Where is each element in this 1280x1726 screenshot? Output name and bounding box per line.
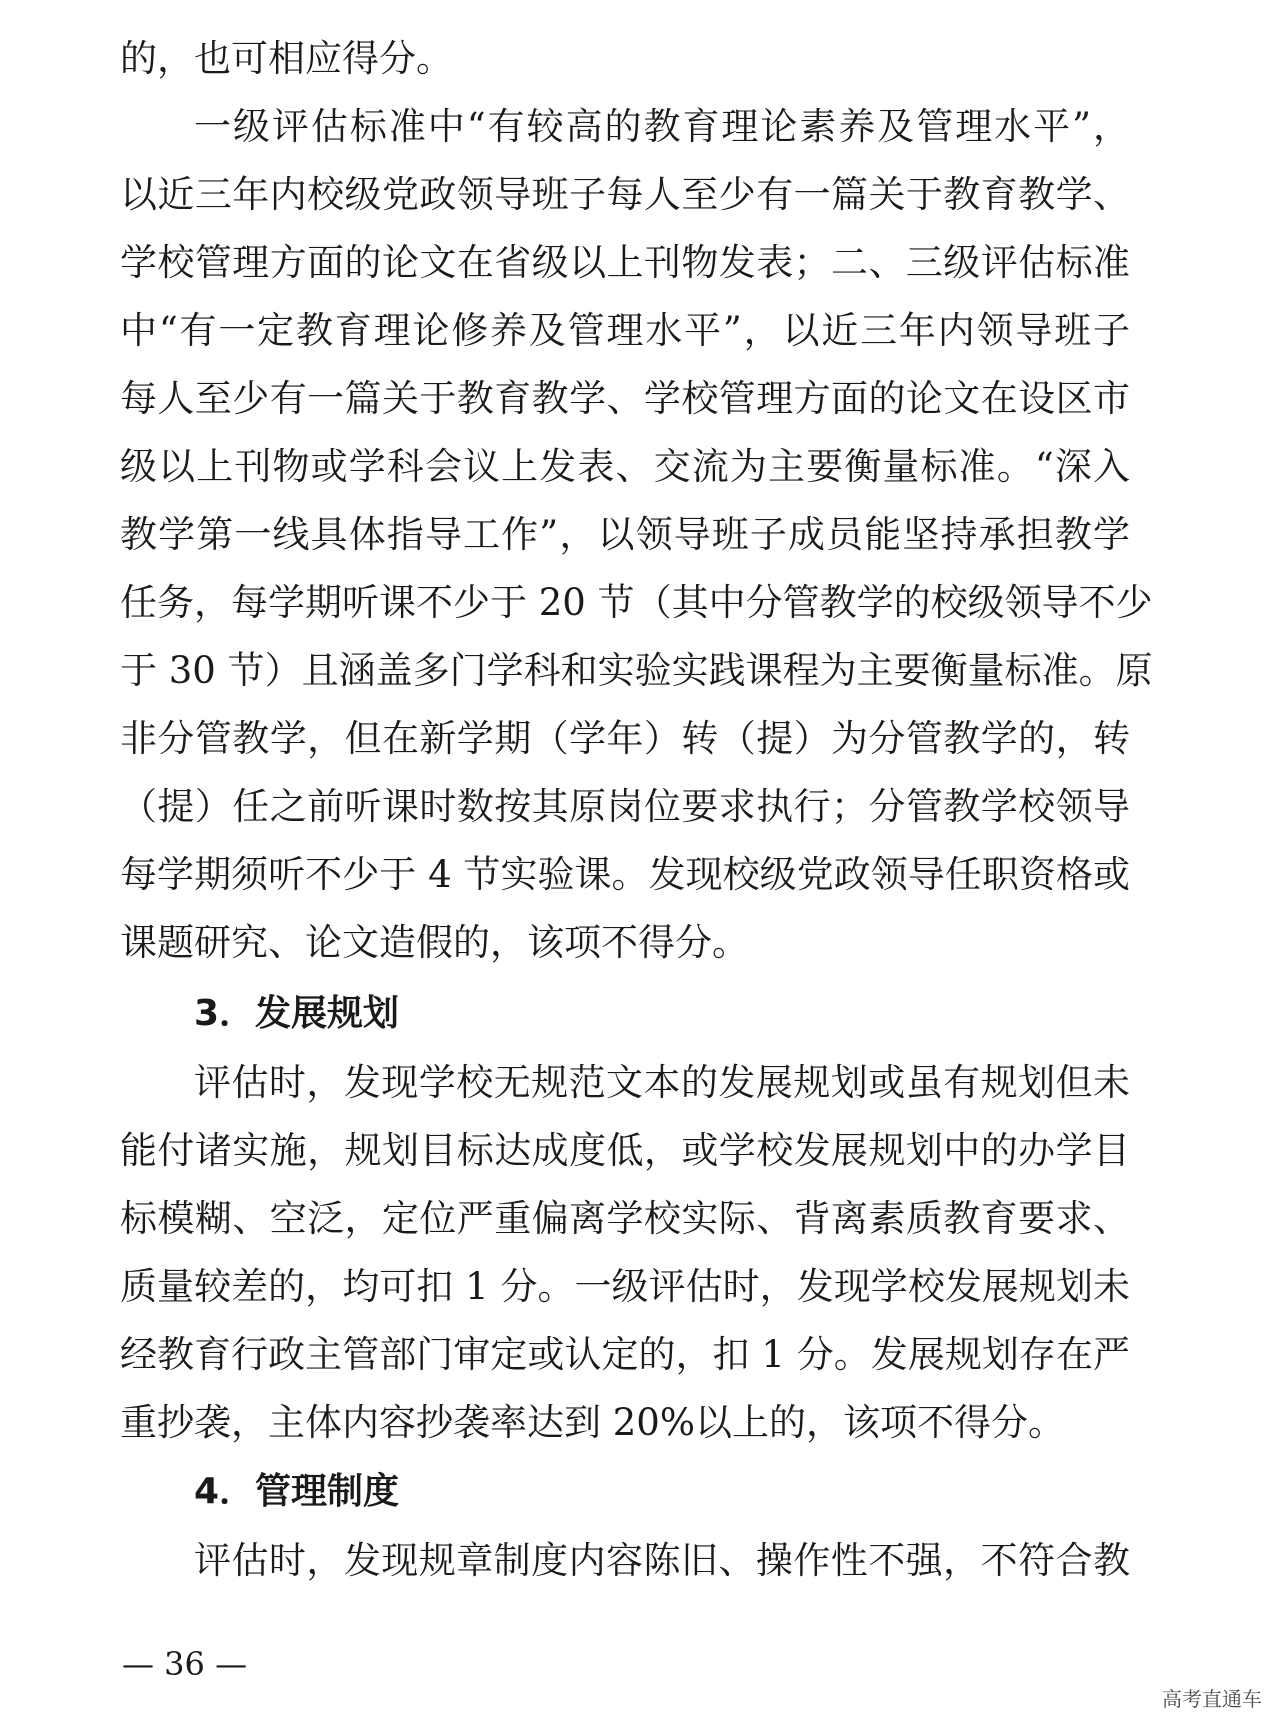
watermark-text: 高考直通车 — [1162, 1687, 1262, 1711]
section-heading-development-plan: 3．发展规划 — [194, 993, 400, 1034]
paragraph-line: 学校管理方面的论文在省级以上刊物发表；二、三级评估标准 — [120, 241, 1130, 284]
paragraph-line: 的，也可相应得分。 — [120, 37, 453, 80]
paragraph-line: 任务，每学期听课不少于 20 节（其中分管教学的校级领导不少 — [120, 581, 1153, 624]
section-heading-management-system: 4．管理制度 — [194, 1471, 400, 1512]
paragraph-line: 标模糊、空泛，定位严重偏离学校实际、背离素质教育要求、 — [120, 1197, 1130, 1240]
paragraph-line: 每人至少有一篇关于教育教学、学校管理方面的论文在设区市 — [120, 377, 1130, 420]
paragraph-line: 评估时，发现规章制度内容陈旧、操作性不强，不符合教 — [194, 1539, 1130, 1582]
paragraph-line: 质量较差的，均可扣 1 分。一级评估时，发现学校发展规划未 — [120, 1265, 1130, 1308]
paragraph-line: 以近三年内校级党政领导班子每人至少有一篇关于教育教学、 — [120, 173, 1130, 216]
paragraph-line: （提）任之前听课时数按其原岗位要求执行；分管教学校领导 — [120, 785, 1130, 828]
paragraph-line: 一级评估标准中“有较高的教育理论素养及管理水平”， — [194, 105, 1130, 148]
paragraph-line: 教学第一线具体指导工作”，以领导班子成员能坚持承担教学 — [120, 513, 1130, 556]
paragraph-line: 每学期须听不少于 4 节实验课。发现校级党政领导任职资格或 — [120, 853, 1130, 896]
page-number: — 36 — — [122, 1645, 248, 1683]
paragraph-line: 重抄袭，主体内容抄袭率达到 20%以上的，该项不得分。 — [120, 1401, 1065, 1444]
paragraph-line: 级以上刊物或学科会议上发表、交流为主要衡量标准。“深入 — [120, 445, 1130, 488]
paragraph-line: 评估时，发现学校无规范文本的发展规划或虽有规划但未 — [194, 1061, 1130, 1104]
paragraph-line: 课题研究、论文造假的，该项不得分。 — [120, 921, 749, 964]
paragraph-line: 中“有一定教育理论修养及管理水平”，以近三年内领导班子 — [120, 309, 1130, 352]
paragraph-line: 经教育行政主管部门审定或认定的，扣 1 分。发展规划存在严 — [120, 1333, 1130, 1376]
paragraph-line: 能付诸实施，规划目标达成度低，或学校发展规划中的办学目 — [120, 1129, 1130, 1172]
paragraph-line: 非分管教学，但在新学期（学年）转（提）为分管教学的，转 — [120, 717, 1130, 760]
paragraph-line: 于 30 节）且涵盖多门学科和实验实践课程为主要衡量标准。原 — [120, 649, 1153, 692]
